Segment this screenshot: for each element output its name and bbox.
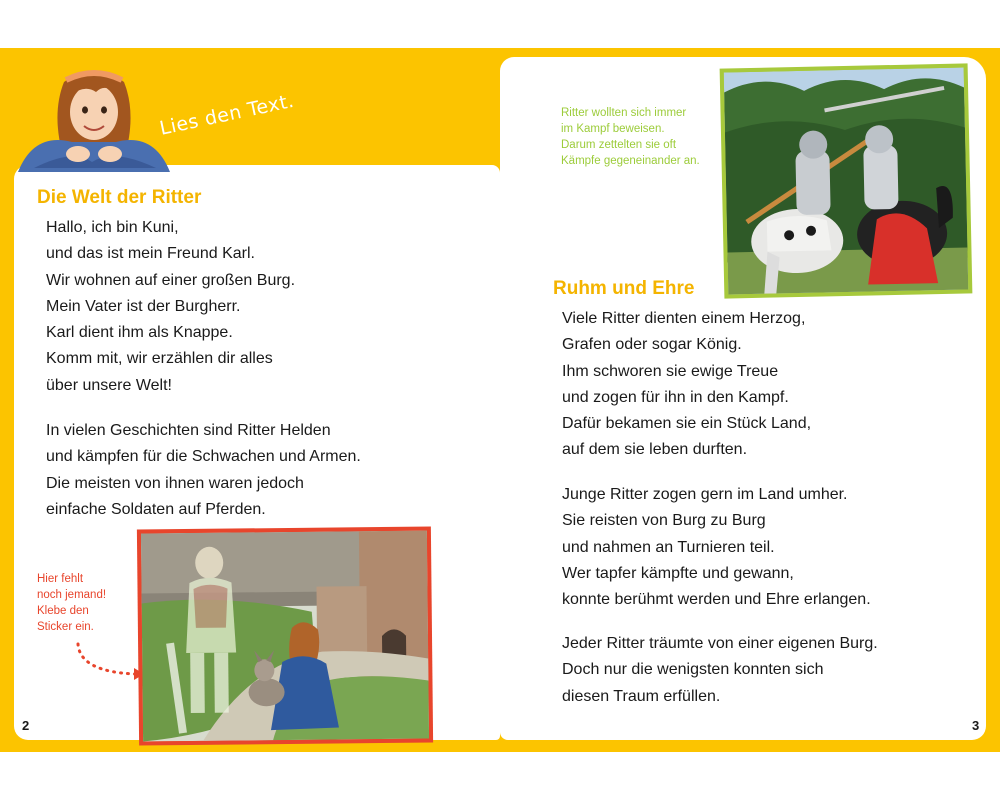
text-line: Ihm schworen sie ewige Treue bbox=[562, 362, 779, 380]
mascot-girl-illustration bbox=[14, 62, 174, 182]
text-line: und das ist mein Freund Karl. bbox=[46, 245, 255, 263]
page-number-left: 2 bbox=[22, 718, 30, 733]
text-line: Junge Ritter zogen gern im Land umher. bbox=[562, 486, 848, 503]
left-paragraph-1 bbox=[46, 215, 295, 399]
text-line: Hallo, ich bin Kuni, bbox=[46, 219, 179, 236]
text-line: diesen Traum erfüllen. bbox=[562, 687, 721, 705]
text-line: Doch nur die wenigsten konnten sich bbox=[562, 661, 824, 679]
page-number-right: 3 bbox=[972, 718, 980, 733]
text-line: Wer tapfer kämpfte und gewann, bbox=[562, 564, 794, 582]
text-line: über unsere Welt! bbox=[46, 376, 172, 394]
text-line: Die meisten von ihnen waren jedoch bbox=[46, 474, 304, 492]
jousting-photo-frame bbox=[720, 63, 973, 298]
text-line: einfache Soldaten auf Pferden. bbox=[46, 500, 266, 518]
right-heading: Ruhm und Ehre bbox=[553, 278, 695, 299]
text-line: im Kampf beweisen. bbox=[561, 123, 665, 135]
text-line: Komm mit, wir erzählen dir alles bbox=[46, 350, 273, 368]
text-line: Mein Vater ist der Burgherr. bbox=[46, 297, 241, 315]
right-paragraph-1 bbox=[562, 306, 811, 464]
castle-illustration-frame bbox=[137, 526, 433, 745]
text-line: Darum zettelten sie oft bbox=[561, 139, 677, 151]
text-line: und zogen für ihn in den Kampf. bbox=[562, 388, 789, 406]
right-paragraph-2 bbox=[562, 482, 871, 613]
text-line: Jeder Ritter träumte von einer eigenen Burg. bbox=[562, 635, 878, 652]
text-line: auf dem sie leben durften. bbox=[562, 441, 748, 459]
text-line: noch jemand! bbox=[37, 589, 107, 601]
text-line: Ritter wollten sich immer bbox=[561, 107, 687, 119]
text-line: In vielen Geschichten sind Ritter Helden bbox=[46, 422, 331, 439]
left-paragraph-2 bbox=[46, 418, 361, 523]
right-paragraph-3 bbox=[562, 631, 878, 710]
left-heading: Die Welt der Ritter bbox=[37, 187, 202, 208]
text-line: konnte berühmt werden und Ehre erlangen. bbox=[562, 591, 871, 609]
text-line: Karl dient ihm als Knappe. bbox=[46, 324, 233, 342]
text-line: Sticker ein. bbox=[37, 621, 94, 633]
jousting-knights-photo bbox=[724, 68, 969, 295]
text-line: Viele Ritter dienten einem Herzog, bbox=[562, 310, 806, 327]
text-line: Hier fehlt bbox=[37, 573, 84, 585]
text-line: Grafen oder sogar König. bbox=[562, 336, 742, 354]
text-line: Kämpfe gegeneinander an. bbox=[561, 155, 700, 167]
text-line: Sie reisten von Burg zu Burg bbox=[562, 512, 766, 530]
text-line: Wir wohnen auf einer großen Burg. bbox=[46, 271, 296, 289]
sticker-caption bbox=[37, 571, 106, 635]
text-line: Klebe den bbox=[37, 605, 89, 617]
text-line: und nahmen an Turnieren teil. bbox=[562, 538, 775, 556]
castle-courtyard-illustration bbox=[141, 531, 429, 742]
text-line: Dafür bekamen sie ein Stück Land, bbox=[562, 415, 812, 433]
text-line: und kämpfen für die Schwachen und Armen. bbox=[46, 448, 361, 466]
photo-caption bbox=[561, 105, 700, 169]
instruction-text: Lies den Text. bbox=[157, 89, 297, 140]
